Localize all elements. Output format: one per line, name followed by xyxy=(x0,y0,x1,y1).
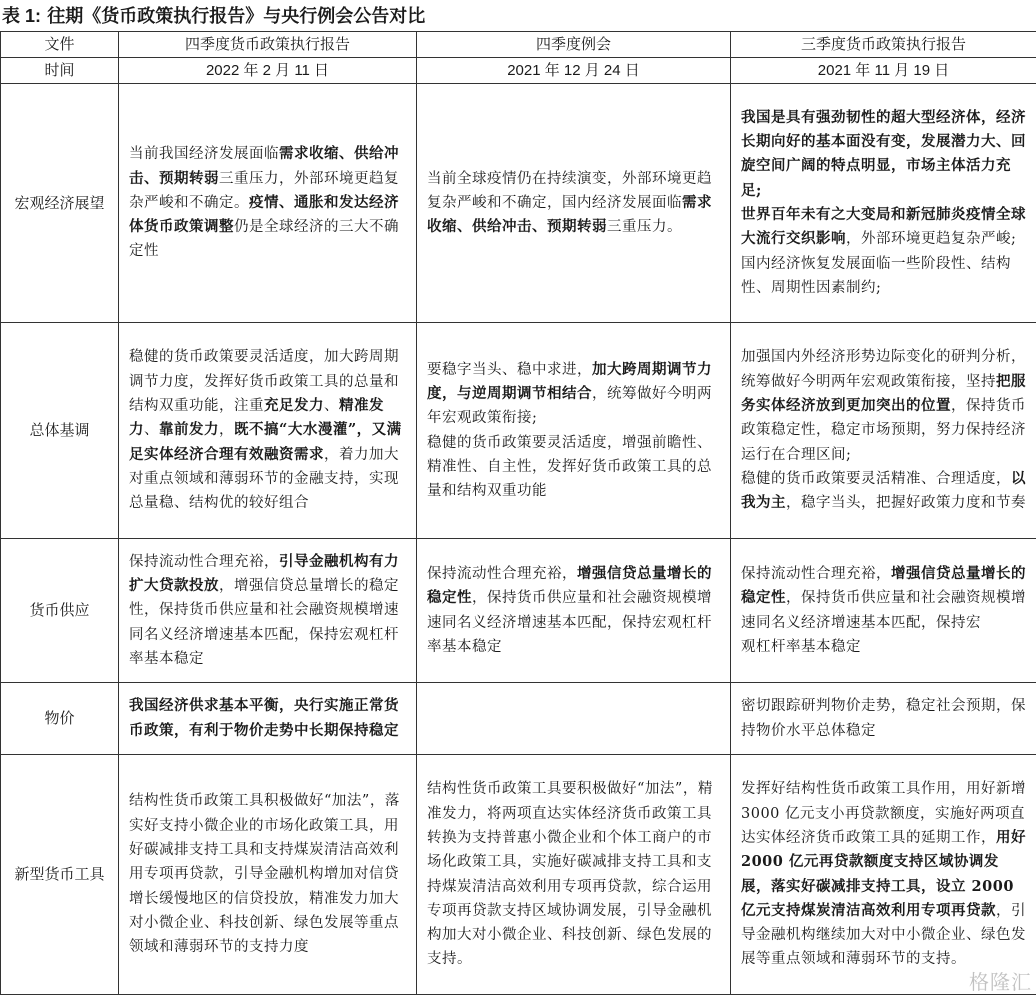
text-segment: ，增强信贷总量增长的稳定性，保持货币供应量和社会融资规模增速同名义经济增速基本匹配，保持宏观杠杆率基本稳定 xyxy=(129,578,399,667)
header-doc-label: 文件 xyxy=(1,32,119,58)
text-segment: ，外部环境更趋复杂严峻; xyxy=(846,231,1017,248)
bold-text-segment: 我国经济供求基本平衡，央行实施正常货币政策，有利于物价走势中长期保持稳定 xyxy=(129,697,399,739)
text-segment: 三重压力，外部环境更趋复杂严峻和不确定。 xyxy=(129,170,399,211)
text-segment: 加强国内外经济形势边际变化的研判分析，统筹做好今明两年宏观政策衔接，坚持 xyxy=(741,349,1026,390)
cell-macro-q3-report xyxy=(731,84,1036,323)
bold-text-segment: 需求收缩、供给冲击、预期转弱 xyxy=(129,145,399,187)
table-row-money-supply xyxy=(1,539,1036,683)
table-number: 表 1: xyxy=(2,6,42,26)
text-segment: ，引导金融机构继续加大对中小微企业、绿色发展等重点领域和薄弱环节的支持。 xyxy=(741,902,1026,968)
text-segment: 稳健的货币政策要灵活精准、合理适度， xyxy=(741,470,1011,487)
cell-macro-q4-report xyxy=(119,84,417,323)
bold-text-segment: 需求收缩、供给冲击、预期转弱 xyxy=(427,193,712,236)
header-time-label: 时间 xyxy=(1,58,119,84)
header-doc-col-1: 四季度货币政策执行报告 xyxy=(119,32,417,58)
text-segment: 结构性货币政策工具要积极做好“加法”，精准发力，将两项直达实体经济货币政策工具转换为支持普惠小微企业和个体工商户的市场化政策工具，实施好碳减排支持工具和支持煤炭清洁高效利用专项再贷款，综合运用专项再贷款支持区域协调发展，引导金融机构加大对小微企业、科技创新、绿色发展的支持。 xyxy=(427,781,713,968)
bold-text-segment: 精准发力 xyxy=(129,397,384,439)
cell-tone-q3-report xyxy=(731,323,1036,539)
header-doc-col-3: 三季度货币政策执行报告 xyxy=(731,32,1036,58)
text-segment: ，保持货币供应量和社会融资规模增速同名义经济增速基本匹配，保持宏观杠杆率基本稳定 xyxy=(427,590,712,655)
table-row-macro-outlook xyxy=(1,84,1036,323)
bold-text-segment: 加大跨周期调节力度，与逆周期调节相结合 xyxy=(427,360,712,402)
text-segment: 结构性货币政策工具积极做好“加法”，落实好支持小微企业的市场化政策工具，用好碳减排支持工具和支持煤炭清洁高效利用专项再贷款，引导金融机构增加对信贷增长缓慢地区的信贷投放，精准发力加大对小微企业、科技创新、绿色发展等重点领域和薄弱环节的支持力度 xyxy=(129,793,400,956)
bold-text-segment: 把服务实体经济放到更加突出的位置 xyxy=(741,372,1026,415)
cell-tone-q4-meeting xyxy=(417,323,731,539)
text-segment: 发挥好结构性货币政策工具作用，用好新增 3000 亿元支小再贷款额度，实施好两项直达实体经济货币政策工具的延期工作， xyxy=(741,781,1026,846)
text-segment: 保持流动性合理充裕， xyxy=(129,553,279,570)
bold-text-segment: 世界百年未有之大变局和新冠肺炎疫情全球大流行交织影响 xyxy=(741,206,1026,248)
text-segment: 要稳字当头、稳中求进， xyxy=(427,361,592,378)
header-date-col-2: 2021 年 12 月 24 日 xyxy=(417,58,731,84)
text-segment: ，保持货币政策稳定性，稳定市场预期，努力保持经济运行在合理区间; xyxy=(741,398,1026,463)
header-date-col-3: 2021 年 11 月 19 日 xyxy=(731,58,1036,84)
text-segment: 保持流动性合理充裕， xyxy=(741,565,891,582)
row-label-new-tools: 新型货币工具 xyxy=(1,755,119,995)
text-segment: 仍是全球经济的三大不确定性 xyxy=(129,219,399,260)
header-row-document xyxy=(1,32,1036,58)
text-segment: 当前全球疫情仍在持续演变，外部环境更趋复杂严峻和不确定，国内经济发展面临 xyxy=(427,170,712,211)
text-segment: 三重压力。 xyxy=(607,219,682,236)
cell-tools-q4-report xyxy=(119,755,417,995)
bold-text-segment: 疫情、通胀和发达经济体货币政策调整 xyxy=(129,193,399,236)
cell-tools-q4-meeting xyxy=(417,755,731,995)
text-segment: 稳健的货币政策要灵活适度，增强前瞻性、精准性、自主性，发挥好货币政策工具的总量和结构双重功能 xyxy=(427,434,712,500)
cell-prices-q3-report xyxy=(731,683,1036,755)
bold-text-segment: 我国是具有强劲韧性的超大型经济体，经济长期向好的基本面没有变，发展潜力大、回旋空间广阔的特点明显，市场主体活力充足; xyxy=(741,108,1026,199)
row-label-money-supply: 货币供应 xyxy=(1,539,119,683)
comparison-table xyxy=(0,31,1036,995)
table-title xyxy=(2,2,425,30)
cell-tone-q4-report xyxy=(119,323,417,539)
text-segment: ，稳字当头，把握好政策力度和节奏 xyxy=(786,495,1026,512)
cell-supply-q4-report xyxy=(119,539,417,683)
text-segment: 稳健的货币政策要灵活适度，加大跨周期调节力度，发挥好货币政策工具的总量和结构双重功能，注重 xyxy=(129,349,399,415)
bold-text-segment: 引导金融机构有力扩大贷款投放 xyxy=(129,552,399,595)
text-segment: ，统筹做好今明两年宏观政策衔接; xyxy=(427,385,712,427)
text-segment: ，着力加大对重点领域和薄弱环节的金融支持，实现总量稳、结构优的较好组合 xyxy=(129,446,399,512)
row-label-macro-outlook: 宏观经济展望 xyxy=(1,84,119,323)
header-doc-col-2: 四季度例会 xyxy=(417,32,731,58)
header-row-time xyxy=(1,58,1036,84)
text-segment: ，保持货币供应量和社会融资规模增速同名义经济增速基本匹配，保持宏 xyxy=(741,590,1026,631)
bold-text-segment: 以我为主 xyxy=(741,469,1026,512)
text-segment: ， xyxy=(219,422,234,439)
cell-prices-q4-meeting xyxy=(417,683,731,755)
bold-text-segment: 增强信贷总量增长的稳定性 xyxy=(427,564,712,607)
cell-supply-q4-meeting xyxy=(417,539,731,683)
bold-text-segment: 靠前发力 xyxy=(159,421,219,439)
header-date-col-1: 2022 年 2 月 11 日 xyxy=(119,58,417,84)
watermark-logo: 格隆汇 xyxy=(969,972,1032,994)
table-row-overall-tone xyxy=(1,323,1036,539)
bold-text-segment: 既不搞“大水漫灌”，又满足实体经济合理有效融资需求 xyxy=(129,421,402,463)
text-segment: 保持流动性合理充裕， xyxy=(427,565,577,582)
cell-prices-q4-report xyxy=(119,683,417,755)
table-row-new-tools xyxy=(1,755,1036,995)
text-segment: 密切跟踪研判物价走势，稳定社会预期，保持物价水平总体稳定 xyxy=(741,698,1026,739)
text-segment: 当前我国经济发展面临 xyxy=(129,146,279,163)
bold-text-segment: 用好 2000 亿元再贷款额度支持区域协调发展，落实好碳减排支持工具，设立 2000 亿元支持煤炭清洁高效利用专项再贷款 xyxy=(741,828,1026,919)
text-segment: 国内经济恢复发展面临一些阶段性、结构性、周期性因素制约; xyxy=(741,255,1011,296)
table-row-prices xyxy=(1,683,1036,755)
table-caption: 往期《货币政策执行报告》与央行例会公告对比 xyxy=(47,6,426,27)
cell-tools-q3-report xyxy=(731,755,1036,995)
cell-macro-q4-meeting xyxy=(417,84,731,323)
row-label-prices: 物价 xyxy=(1,683,119,755)
text-segment: 、 xyxy=(144,422,159,439)
row-label-overall-tone: 总体基调 xyxy=(1,323,119,539)
cell-supply-q3-report xyxy=(731,539,1036,683)
bold-text-segment: 充足发力 xyxy=(264,397,324,415)
text-segment: 观杠杆率基本稳定 xyxy=(741,638,861,655)
bold-text-segment: 增强信贷总量增长的稳定性 xyxy=(741,564,1026,607)
text-segment: 、 xyxy=(324,398,339,415)
